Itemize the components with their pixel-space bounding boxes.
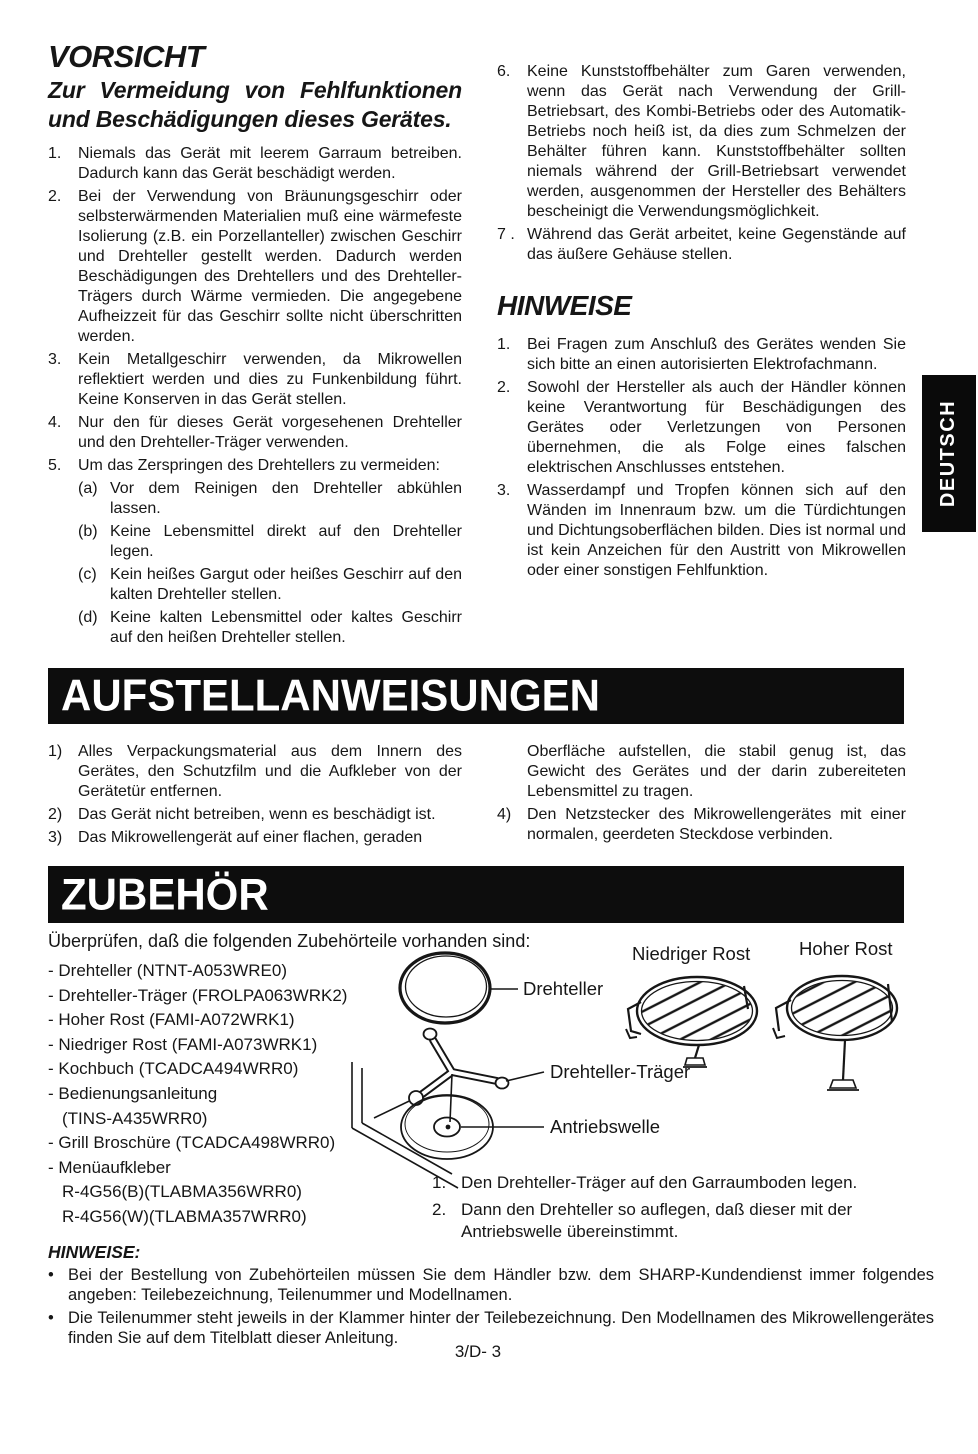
item-text: Sowohl der Hersteller als auch der Händler können keine Verantwortung für Beschädigungen des Gerätes oder Verletzungen von Personen übernehmen, die als Folge eines falschen elektrischen Anschlusses entstehen. xyxy=(527,379,906,476)
hinweise-item xyxy=(497,481,906,581)
item-number: 5. xyxy=(48,457,62,474)
bullet-dot: • xyxy=(48,1308,54,1327)
item-number: 1. xyxy=(48,145,62,162)
item-text: Das Gerät nicht betreiben, wenn es beschädigt ist. xyxy=(78,806,436,823)
item-number: 3) xyxy=(48,829,63,846)
item-text: Bei Fragen zum Anschluß des Gerätes wenden Sie sich bitte an einen autorisierten Elektrofachmann. xyxy=(527,336,906,373)
accessory-line: R-4G56(W)(TLABMA357WRR0) xyxy=(62,1206,307,1226)
item-number: 1) xyxy=(48,743,63,760)
aufstell-item xyxy=(497,805,906,845)
item-text: Wasserdampf und Tropfen können sich auf den Wänden im Innenraum bzw. um die Türdichtungen und Dichtungsoberflächen bilden. Dies ist normal und ist kein Anzeichen für den Austritt von Mikrowellen oder einer sonstigen Fehlfunktion. xyxy=(527,482,906,579)
caution-item xyxy=(48,187,462,347)
hinweise-item xyxy=(497,378,906,478)
item-text: Den Netzstecker des Mikrowellengerätes mit einer normalen, geerdeten Steckdose verbinden. xyxy=(527,806,906,843)
subitem-label: (b) xyxy=(78,523,98,540)
accessory-line: - Drehteller (NTNT-A053WRE0) xyxy=(48,961,287,980)
drehteller-label: Drehteller xyxy=(523,978,604,999)
caution-item xyxy=(48,144,462,184)
caution-subitem xyxy=(78,608,462,648)
zubehoer-banner xyxy=(48,866,904,923)
vorsicht-subtitle: Zur Vermeidung von Fehlfunktionen und Beschädigungen dieses Gerätes. xyxy=(48,77,462,132)
accessory-line: - Drehteller-Träger (FROLPA063WRK2) xyxy=(48,985,348,1005)
caution-item xyxy=(48,413,462,453)
subitem-text: Keine Lebensmittel direkt auf den Drehteller legen. xyxy=(110,523,462,560)
caution-subitem xyxy=(78,522,462,562)
accessory-line: - Grill Broschüre (TCADCA498WRR0) xyxy=(48,1133,336,1153)
step-number: 1. xyxy=(432,1173,447,1192)
item-number: 6. xyxy=(497,63,511,80)
aufstellanweisungen-banner xyxy=(48,668,904,724)
hinweise-title: HINWEISE xyxy=(497,290,632,321)
accessories-list xyxy=(48,959,388,1230)
language-tab-deutsch xyxy=(922,375,976,532)
niedriger-rost-drawing xyxy=(626,977,757,1067)
drehteller-drawing xyxy=(400,953,518,1023)
subitem-label: (d) xyxy=(78,609,98,626)
hoher-rost-drawing xyxy=(773,976,899,1090)
item-text: Bei der Verwendung von Bräunungsgeschirr oder selbsterwärmenden Materialien muß eine wärmefeste Isolierung (z.B. ein Porzellanteller) zwischen Geschirr und Drehteller gestellt werden. Dadurch werden Beschädigungen des Drehtellers und des Drehteller-Trägers durch Wärme vermieden. Die angegebene Aufheizzeit für das Geschirr sollte nicht überschritten werden. xyxy=(78,188,462,345)
item-text: Nur den für dieses Gerät vorgesehenen Drehteller und den Drehteller-Träger verwenden. xyxy=(78,414,462,451)
item-text: Alles Verpackungsmaterial aus dem Innern des Gerätes, den Schutzfilm und die Aufkleber von der Gerätetür entfernen. xyxy=(78,743,462,800)
aufstell-continuation xyxy=(497,742,906,802)
page-number: 3/D- 3 xyxy=(454,1342,502,1361)
assembly-step xyxy=(432,1199,932,1243)
item-number-spacer xyxy=(497,742,527,802)
note-text: Bei der Bestellung von Zubehörteilen müssen Sie dem Händler bzw. dem SHARP-Kundendienst immer folgendes angeben: Teilebezeichnung, Teilenummer und Modellnamen. xyxy=(68,1265,934,1304)
vorsicht-section xyxy=(48,40,462,648)
notes-section xyxy=(48,1242,934,1349)
accessory-line: - Bedienungsanleitung xyxy=(48,1083,218,1103)
item-number: 1. xyxy=(497,336,511,353)
caution-subitems xyxy=(78,479,462,648)
subitem-label: (c) xyxy=(78,566,97,583)
item-text: Während das Gerät arbeitet, keine Gegenstände auf das äußere Gehäuse stellen. xyxy=(527,226,906,263)
subitem-text: Keine kalten Lebensmittel oder kaltes Geschirr auf den heißen Drehteller stellen. xyxy=(110,609,462,646)
subitem-label: (a) xyxy=(78,480,98,497)
step-number: 2. xyxy=(432,1200,447,1219)
item-number: 4. xyxy=(48,414,62,431)
note-text: Die Teilenummer steht jeweils in der Klammer hinter der Teilebezeichnung. Den Modellnamen des Mikrowellengerätes finden Sie auf dem Titelblatt dieser Anleitung. xyxy=(68,1308,934,1347)
item-number: 2. xyxy=(497,379,511,396)
item-number: 4) xyxy=(497,806,512,823)
aufstell-right-column xyxy=(497,742,906,845)
assembly-step xyxy=(432,1172,932,1194)
item-text: Oberfläche aufstellen, die stabil genug ist, das Gewicht des Gerätes und der darin zubereiteten Lebensmittel zu tragen. xyxy=(527,743,906,800)
accessory-line: - Niedriger Rost (FAMI-A073WRK1) xyxy=(48,1034,318,1054)
accessory-line: - Hoher Rost (FAMI-A072WRK1) xyxy=(48,1010,295,1030)
bullet-dot: • xyxy=(48,1265,54,1284)
item-text: Kein Metallgeschirr verwenden, da Mikrowellen reflektiert werden und dies zu Funkenbildung führt. Keine Konserven in das Gerät stellen. xyxy=(78,351,462,408)
item-number: 3. xyxy=(497,482,511,499)
item-text: Um das Zerspringen des Drehtellers zu vermeiden: xyxy=(78,457,440,474)
subitem-text: Kein heißes Gargut oder heißes Geschirr auf den kalten Drehteller stellen. xyxy=(110,566,462,603)
traeger-drawing xyxy=(409,1029,544,1123)
niedriger-rost-label: Niedriger Rost xyxy=(632,943,751,964)
aufstell-item xyxy=(48,742,462,802)
drehteller-traeger-label: Drehteller-Träger xyxy=(550,1061,691,1082)
accessory-line: (TINS-A435WRR0) xyxy=(62,1108,208,1128)
assembly-steps xyxy=(432,1172,932,1243)
item-number: 2. xyxy=(48,188,62,205)
caution-subitem xyxy=(78,479,462,519)
language-tab-label: DEUTSCH xyxy=(937,399,960,508)
hinweise-item xyxy=(497,335,906,375)
caution-item xyxy=(497,62,906,222)
item-number: 7 . xyxy=(497,226,515,243)
caution-subitem xyxy=(78,565,462,605)
item-text: Niemals das Gerät mit leerem Garraum betreiben. Dadurch kann das Gerät beschädigt werden. xyxy=(78,145,462,182)
note-bullet xyxy=(48,1265,934,1306)
item-number: 2) xyxy=(48,806,63,823)
zubehoer-intro: Überprüfen, daß die folgenden Zubehörteile vorhanden sind: xyxy=(48,931,531,951)
hoher-rost-label: Hoher Rost xyxy=(799,938,893,959)
vorsicht-title: VORSICHT xyxy=(48,39,205,74)
antriebswelle-drawing xyxy=(401,1095,544,1159)
aufstellanweisungen-title: AUFSTELLANWEISUNGEN xyxy=(61,670,600,721)
antriebswelle-label: Antriebswelle xyxy=(550,1116,661,1137)
accessory-line: - Kochbuch (TCADCA494WRR0) xyxy=(48,1059,299,1079)
accessory-line: R-4G56(B)(TLABMA356WRR0) xyxy=(62,1182,302,1202)
aufstell-left-column xyxy=(48,742,462,848)
subitem-text: Vor dem Reinigen den Drehteller abkühlen lassen. xyxy=(110,480,462,517)
aufstell-item xyxy=(48,828,462,848)
aufstell-item xyxy=(48,805,462,825)
zubehoer-title: ZUBEHÖR xyxy=(61,869,269,919)
step-text: Den Drehteller-Träger auf den Garraumboden legen. xyxy=(461,1173,858,1192)
caution-item xyxy=(497,225,906,265)
caution-item xyxy=(48,456,462,476)
item-number: 3. xyxy=(48,351,62,368)
item-text: Das Mikrowellengerät auf einer flachen, geraden xyxy=(78,829,423,846)
step-text: Dann den Drehteller so auflegen, daß dieser mit der Antriebswelle übereinstimmt. xyxy=(461,1200,853,1241)
vorsicht-right-column xyxy=(497,62,906,581)
caution-item xyxy=(48,350,462,410)
notes-title: HINWEISE: xyxy=(48,1242,141,1262)
item-text: Keine Kunststoffbehälter zum Garen verwenden, wenn das Gerät nach Verwendung der Grill-Betriebsart, des Kombi-Betriebs oder des Automatik-Betriebs noch heiß ist, da dies zum Schmelzen der Behälter führen kann. Kunststoffbehälter sollten niemals während der Grill-Betriebsart verwendet werden, ausgenommen der Hersteller des Behälters bescheinigt die Verwendungsmöglichkeit. xyxy=(527,63,906,220)
accessory-line: - Menüaufkleber xyxy=(48,1157,171,1177)
